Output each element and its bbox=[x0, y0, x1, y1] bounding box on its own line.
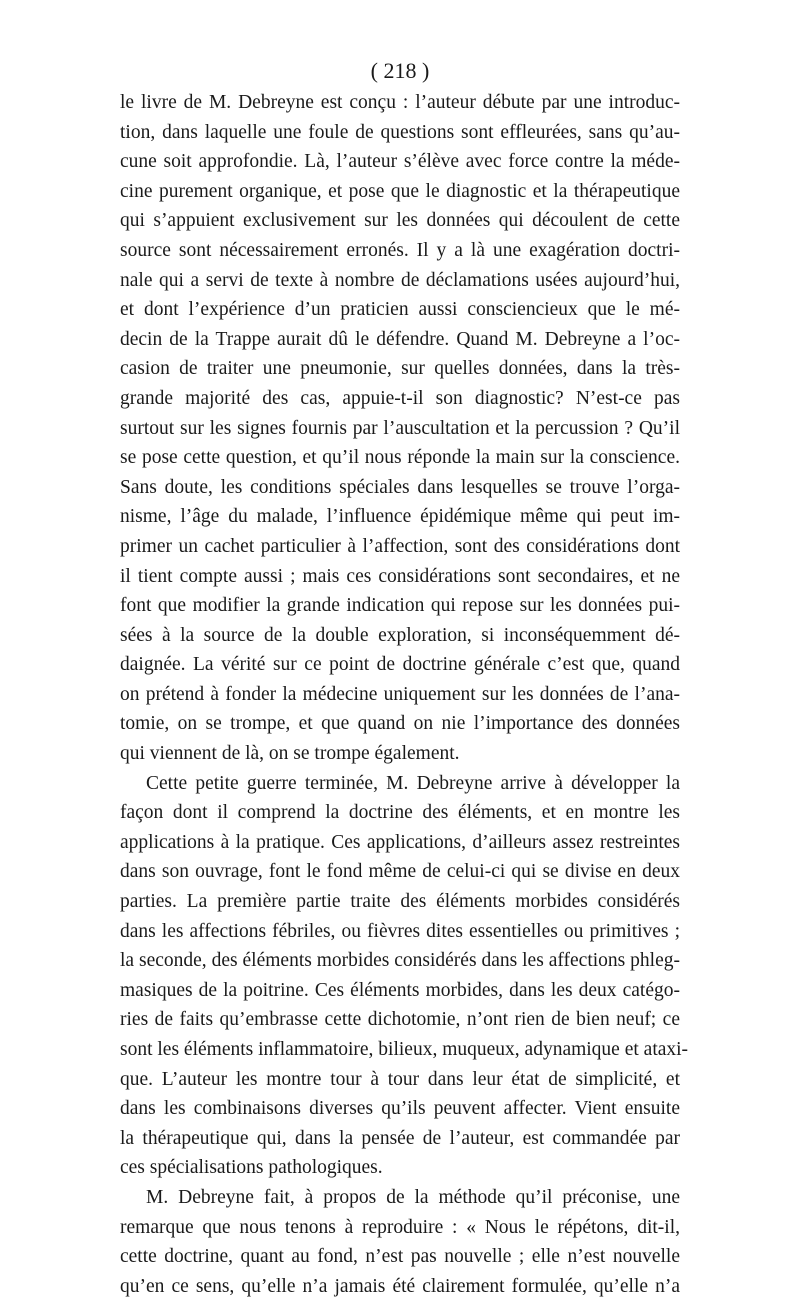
text-line: le livre de M. Debreyne est conçu : l’auteur débute par une introduc- bbox=[120, 92, 680, 113]
text-line: façon dont il comprend la doctrine des éléments, et en montre les bbox=[120, 802, 680, 824]
text-line: primer un cachet particulier à l’affection, sont des considérations dont bbox=[120, 535, 680, 557]
text-line: tomie, on se trompe, et que quand on nie l’importance des données bbox=[120, 713, 680, 735]
text-line: source sont nécessairement erronés. Il y a là une exagération doctri- bbox=[120, 239, 680, 261]
text-line: cine purement organique, et pose que le diagnostic et la thérapeutique bbox=[120, 180, 680, 202]
text-line: grande majorité des cas, appuie-t-il son diagnostic? N’est-ce pas bbox=[120, 387, 680, 409]
paragraph bbox=[120, 88, 680, 769]
text-line: qui s’appuient exclusivement sur les données qui découlent de cette bbox=[120, 210, 680, 232]
text-line: on prétend à fonder la médecine uniquement sur les données de l’ana- bbox=[120, 683, 680, 705]
text-line: dans les affections fébriles, ou fièvres dites essentielles ou primitives ; bbox=[120, 920, 680, 942]
text-line: dans son ouvrage, font le fond même de celui-ci qui se divise en deux bbox=[120, 861, 680, 883]
text-line: cette doctrine, quant au fond, n’est pas nouvelle ; elle n’est nouvelle bbox=[120, 1246, 680, 1268]
text-line: la thérapeutique qui, dans la pensée de l’auteur, est commandée par bbox=[120, 1127, 680, 1149]
text-line: casion de traiter une pneumonie, sur quelles données, dans la très- bbox=[120, 358, 680, 380]
page-number: ( 218 ) bbox=[370, 58, 430, 83]
text-line: surtout sur les signes fournis par l’auscultation et la percussion ? Qu’il bbox=[120, 417, 680, 439]
text-line: qu’en ce sens, qu’elle n’a jamais été clairement formulée, qu’elle n’a bbox=[120, 1275, 680, 1297]
text-line: applications à la pratique. Ces applications, d’ailleurs assez restreintes bbox=[120, 831, 680, 853]
text-line: Cette petite guerre terminée, M. Debreyne arrive à développer la bbox=[146, 772, 680, 794]
text-line: sées à la source de la double exploration, si inconséquemment dé- bbox=[120, 624, 680, 646]
text-line: nisme, l’âge du malade, l’influence épidémique même qui peut im- bbox=[120, 506, 680, 528]
text-line: tion, dans laquelle une foule de questions sont effleurées, sans qu’au- bbox=[120, 121, 680, 143]
text-line: Sans doute, les conditions spéciales dans lesquelles se trouve l’orga- bbox=[120, 476, 680, 498]
text-line: nale qui a servi de texte à nombre de déclamations usées aujourd’hui, bbox=[120, 269, 680, 291]
text-line: decin de la Trappe aurait dû le défendre. Quand M. Debreyne a l’oc- bbox=[120, 328, 680, 350]
text-line: masiques de la poitrine. Ces éléments morbides, dans les deux catégo- bbox=[120, 979, 680, 1001]
text-line: ries de faits qu’embrasse cette dichotomie, n’ont rien de bien neuf; ce bbox=[120, 1009, 680, 1031]
text-line: M. Debreyne fait, à propos de la méthode qu’il préconise, une bbox=[146, 1186, 680, 1208]
text-line: se pose cette question, et qu’il nous réponde la main sur la conscience. bbox=[120, 447, 680, 469]
text-line: il tient compte aussi ; mais ces considérations sont secondaires, et ne bbox=[120, 565, 680, 587]
paragraph bbox=[120, 1183, 680, 1301]
text-line: ces spécialisations pathologiques. bbox=[120, 1157, 383, 1179]
text-line: daignée. La vérité sur ce point de doctrine générale c’est que, quand bbox=[120, 654, 680, 676]
text-line: la seconde, des éléments morbides considérés dans les affections phleg- bbox=[120, 950, 680, 972]
text-line: que. L’auteur les montre tour à tour dans leur état de simplicité, et bbox=[120, 1068, 680, 1090]
text-line: qui viennent de là, on se trompe également. bbox=[120, 743, 460, 765]
paragraph bbox=[120, 769, 689, 1183]
text-line: cune soit approfondie. Là, l’auteur s’élève avec force contre la méde- bbox=[120, 151, 680, 173]
text-line: sont les éléments inflammatoire, bilieux, muqueux, adynamique et ataxi- bbox=[120, 1039, 689, 1060]
text-line: dans les combinaisons diverses qu’ils peuvent affecter. Vient ensuite bbox=[120, 1098, 680, 1120]
text-line: et dont l’expérience d’un praticien aussi consciencieux que le mé- bbox=[120, 299, 680, 321]
text-line: remarque que nous tenons à reproduire : « Nous le répétons, dit-il, bbox=[120, 1216, 680, 1238]
text-line: font que modifier la grande indication qui repose sur les données pui- bbox=[120, 595, 680, 617]
text-line: parties. La première partie traite des éléments morbides considérés bbox=[120, 891, 680, 913]
body-text bbox=[120, 88, 689, 1301]
